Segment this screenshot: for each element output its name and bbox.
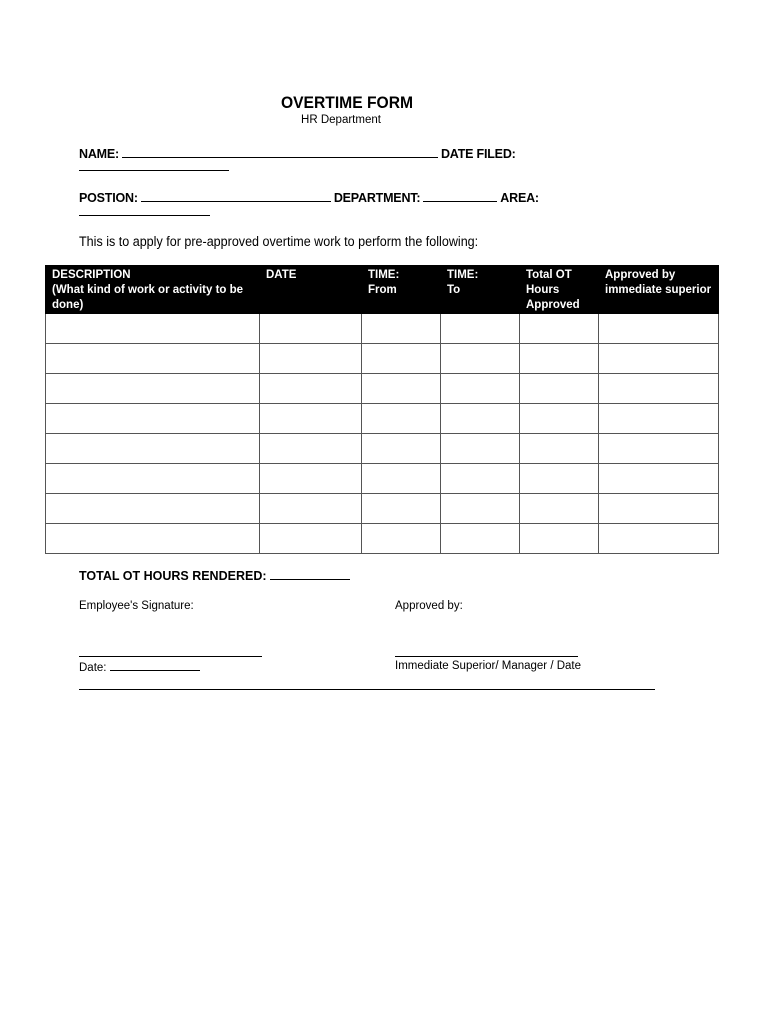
table-cell[interactable] <box>260 404 362 434</box>
position-label: POSTION: <box>79 191 138 205</box>
col-header-time-to-l2: To <box>447 284 461 296</box>
table-row <box>46 464 719 494</box>
table-cell[interactable] <box>599 464 719 494</box>
table-cell[interactable] <box>260 344 362 374</box>
table-cell[interactable] <box>599 434 719 464</box>
table-cell[interactable] <box>362 494 441 524</box>
table-cell[interactable] <box>599 524 719 554</box>
col-header-time-to-l1: TIME: <box>447 269 479 281</box>
table-cell[interactable] <box>260 434 362 464</box>
table-cell[interactable] <box>46 314 260 344</box>
approver-signature-line[interactable] <box>395 656 578 657</box>
table-cell[interactable] <box>362 524 441 554</box>
col-header-time-from-l2: From <box>368 284 397 296</box>
table-cell[interactable] <box>362 314 441 344</box>
table-cell[interactable] <box>46 464 260 494</box>
table-cell[interactable] <box>362 344 441 374</box>
col-header-date-l1: DATE <box>266 269 297 281</box>
table-cell[interactable] <box>520 314 599 344</box>
table-cell[interactable] <box>520 434 599 464</box>
table-row <box>46 434 719 464</box>
col-header-description-l2: (What kind of work or activity to be done) <box>52 284 244 311</box>
intro-text: This is to apply for pre-approved overtime work to perform the following: <box>79 234 479 249</box>
table-row <box>46 314 719 344</box>
col-header-time-to <box>441 266 520 314</box>
table-cell[interactable] <box>260 494 362 524</box>
table-cell[interactable] <box>599 314 719 344</box>
table-cell[interactable] <box>46 404 260 434</box>
table-row <box>46 494 719 524</box>
table-cell[interactable] <box>362 434 441 464</box>
table-cell[interactable] <box>260 314 362 344</box>
col-header-description-l1: DESCRIPTION <box>52 269 131 281</box>
table-cell[interactable] <box>599 404 719 434</box>
department-field[interactable] <box>423 189 497 202</box>
name-label: NAME: <box>79 147 119 161</box>
col-header-date <box>260 266 362 314</box>
name-row <box>79 145 516 161</box>
table-cell[interactable] <box>441 404 520 434</box>
table-cell[interactable] <box>441 374 520 404</box>
total-ot-label: TOTAL OT HOURS RENDERED: <box>79 569 267 583</box>
table-cell[interactable] <box>520 374 599 404</box>
table-header-row <box>46 266 719 314</box>
col-header-approved-by-l2: immediate superior <box>605 284 712 296</box>
total-ot-row <box>79 569 353 583</box>
table-cell[interactable] <box>520 494 599 524</box>
table-body <box>46 314 719 554</box>
table-cell[interactable] <box>520 464 599 494</box>
table-cell[interactable] <box>441 464 520 494</box>
form-title: OVERTIME FORM <box>280 93 414 112</box>
table-cell[interactable] <box>46 524 260 554</box>
overtime-table <box>45 265 719 554</box>
area-label: AREA: <box>500 191 539 205</box>
table-cell[interactable] <box>599 344 719 374</box>
date-label: Date: <box>79 662 107 674</box>
name-field[interactable] <box>122 145 438 158</box>
table-cell[interactable] <box>46 434 260 464</box>
col-header-total-ot <box>520 266 599 314</box>
table-cell[interactable] <box>520 404 599 434</box>
employee-signature-line[interactable] <box>79 656 262 657</box>
position-row <box>79 189 539 205</box>
employee-signature-label: Employee's Signature: <box>79 600 194 612</box>
form-subtitle: HR Department <box>301 114 381 126</box>
table-cell[interactable] <box>260 464 362 494</box>
bottom-divider <box>79 689 655 690</box>
date-row <box>79 660 203 674</box>
table-cell[interactable] <box>362 374 441 404</box>
col-header-time-from <box>362 266 441 314</box>
total-ot-field[interactable] <box>270 569 350 580</box>
col-header-total-ot-l2: Hours <box>526 284 560 296</box>
table-cell[interactable] <box>599 494 719 524</box>
table-cell[interactable] <box>46 344 260 374</box>
table-row <box>46 524 719 554</box>
date-filed-field[interactable] <box>79 170 229 171</box>
date-field[interactable] <box>110 660 200 671</box>
table-cell[interactable] <box>260 374 362 404</box>
col-header-total-ot-l1: Total OT <box>526 269 572 281</box>
table-cell[interactable] <box>441 314 520 344</box>
table-cell[interactable] <box>520 344 599 374</box>
table-cell[interactable] <box>441 344 520 374</box>
table-row <box>46 374 719 404</box>
col-header-time-from-l1: TIME: <box>368 269 400 281</box>
position-field[interactable] <box>141 189 331 202</box>
date-filed-label: DATE FILED: <box>440 147 516 161</box>
table-cell[interactable] <box>441 524 520 554</box>
table-cell[interactable] <box>520 524 599 554</box>
table-cell[interactable] <box>599 374 719 404</box>
col-header-total-ot-l3: Approved <box>526 299 580 311</box>
table-cell[interactable] <box>441 494 520 524</box>
table-row <box>46 344 719 374</box>
department-label: DEPARTMENT: <box>333 191 421 205</box>
table-cell[interactable] <box>441 434 520 464</box>
approved-by-label: Approved by: <box>395 600 463 612</box>
superior-label: Immediate Superior/ Manager / Date <box>395 660 582 672</box>
col-header-approved-by <box>599 266 719 314</box>
table-row <box>46 404 719 434</box>
table-cell[interactable] <box>362 404 441 434</box>
col-header-description <box>46 266 260 314</box>
table-cell[interactable] <box>46 494 260 524</box>
area-field[interactable] <box>79 215 210 216</box>
col-header-approved-by-l1: Approved by <box>605 269 676 281</box>
table-cell[interactable] <box>362 464 441 494</box>
table-cell[interactable] <box>46 374 260 404</box>
table-cell[interactable] <box>260 524 362 554</box>
